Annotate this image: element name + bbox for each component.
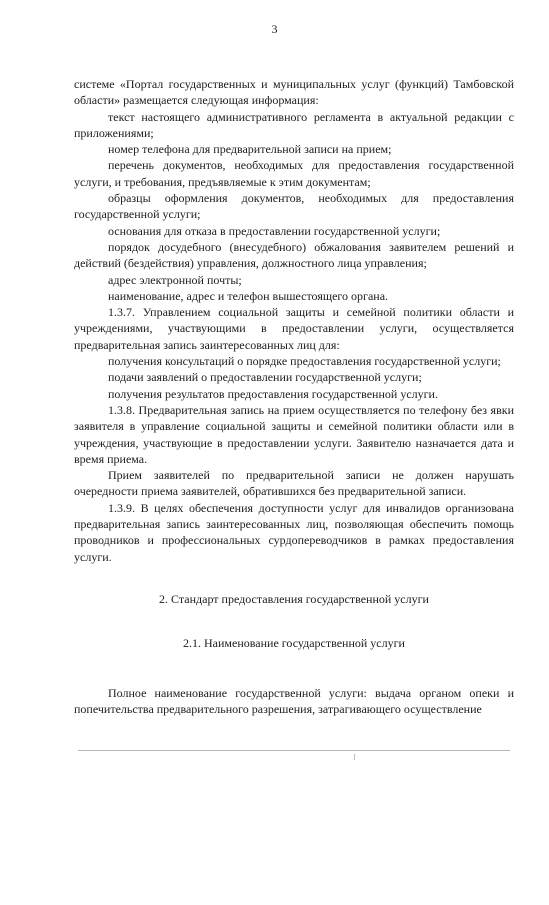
list-item: порядок досудебного (внесудебного) обжалования заявителем решений и действий (бездействия) управления, должностного лица управления; (74, 239, 514, 271)
paragraph: 1.3.9. В целях обеспечения доступности услуг для инвалидов организована предварительная запись заинтересованных лиц, позволяющая обеспечить помощь проводников и профессиональных сурдопереводчиков в рамках предоставления услуги. (74, 500, 514, 564)
list-item: перечень документов, необходимых для предоставления государственной услуги, и требования, предъявляемые к этим документам; (74, 158, 514, 189)
section-heading: 2. Стандарт предоставления государственной услуги (159, 591, 429, 606)
list-item: адрес электронной почты; (108, 272, 242, 287)
list-item: получения результатов предоставления государственной услуги. (108, 386, 438, 401)
paragraph: 1.3.8. Предварительная запись на прием осуществляется по телефону без явки заявителя в управление социальной защиты и семейной политики области или в учреждения, участвующие в предоставлении услуги. Заявителю назначается дата и время приема. (74, 402, 514, 466)
paragraph: Полное наименование государственной услуги: выдача органом опеки и попечительства предварительного разрешения, затрагивающего осуществление (74, 685, 514, 716)
list-item: основания для отказа в предоставлении государственной услуги; (108, 223, 441, 238)
list-item: подачи заявлений о предоставлении государственной услуги; (108, 370, 422, 385)
document-body (74, 76, 514, 717)
scan-divider-line (78, 750, 510, 751)
scan-tick-mark (354, 754, 355, 760)
paragraph: Прием заявителей по предварительной записи не должен нарушать очередности приема заявителей, обратившихся без предварительной записи. (74, 468, 514, 499)
list-item: номер телефона для предварительной записи на прием; (108, 142, 392, 157)
list-item: получения консультаций о порядке предоставления государственной услуги; (108, 354, 501, 369)
page-number: 3 (271, 22, 278, 36)
list-item: наименование, адрес и телефон вышестоящего органа. (108, 288, 389, 303)
list-item: текст настоящего административного регламента в актуальной редакции с приложениями; (74, 109, 514, 140)
subsection-heading: 2.1. Наименование государственной услуги (183, 636, 405, 651)
list-item: образцы оформления документов, необходимых для предоставления государственной услуги; (74, 191, 514, 222)
paragraph: 1.3.7. Управлением социальной защиты и семейной политики области и учреждениями, участвующими в предоставлении услуги, осуществляется предварительная запись заинтересованных лиц для: (74, 305, 514, 352)
paragraph: системе «Портал государственных и муниципальных услуг (функций) Тамбовской области» размещается следующая информация: (74, 77, 514, 108)
